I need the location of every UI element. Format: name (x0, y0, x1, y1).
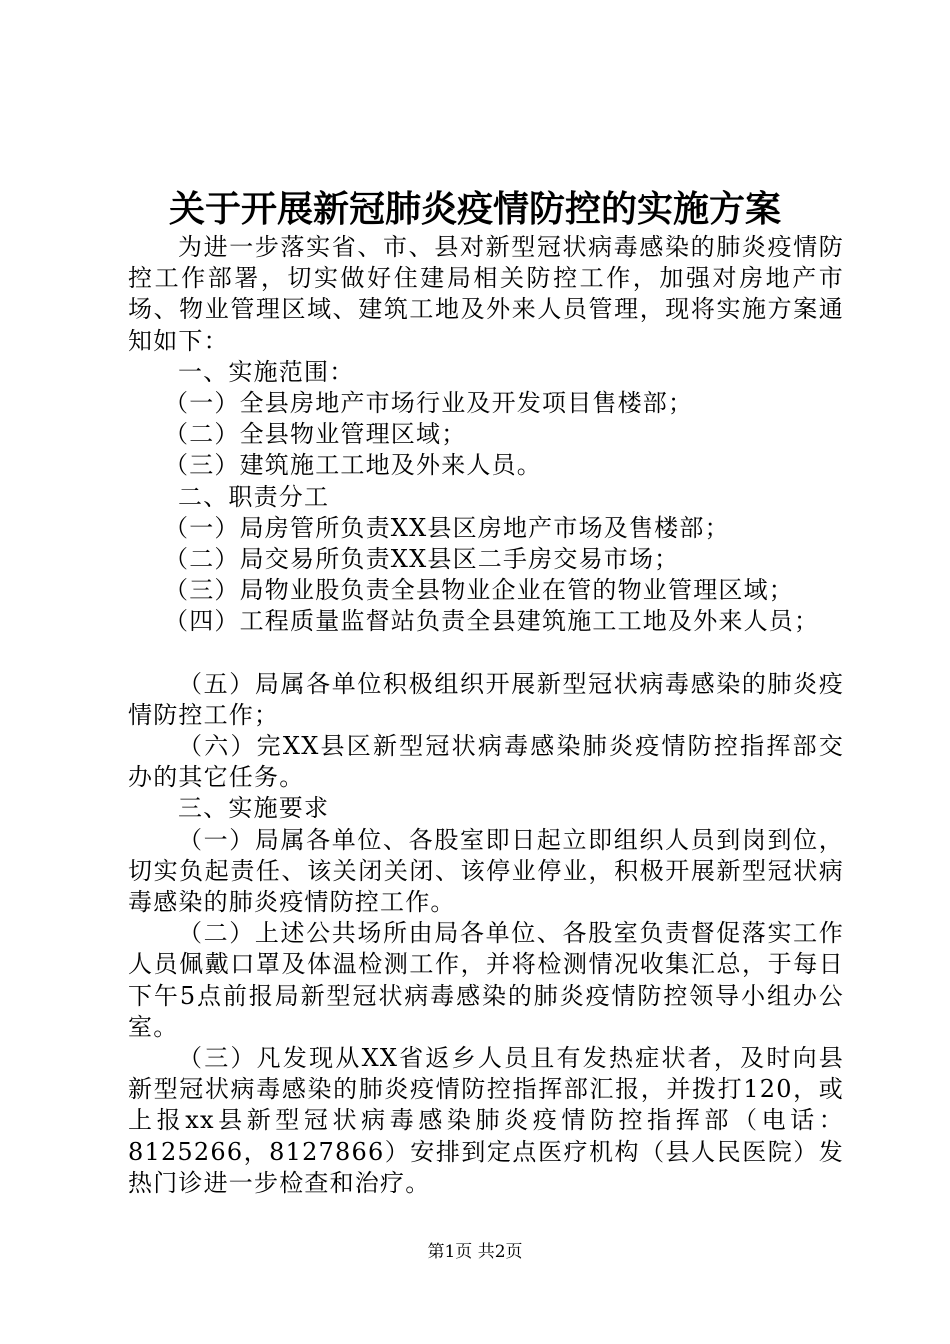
section-1-item-3: （三）建筑施工工地及外来人员。 (164, 451, 542, 480)
section-1-item-1: （一）全县房地产市场行业及开发项目售楼部； (164, 389, 694, 418)
section-3-item-3: （三）凡发现从XX省返乡人员且有发热症状者，及时向县新型冠状病毒感染的肺炎疫情防控指挥部汇报，并拨打120，或上报xx县新型冠状病毒感染肺炎疫情防控指挥部（电话：8125266，8127866）安排到定点医疗机构（县人民医院）发热门诊进一步检查和治疗。 (128, 1044, 844, 1197)
page-footer: 第1页 共2页 (427, 1242, 523, 1262)
document-body (128, 232, 844, 1199)
section-2-item-6: （六）完XX县区新型冠状病毒感染肺炎疫情防控指挥部交办的其它任务。 (128, 732, 844, 792)
section-2-item-4: （四）工程质量监督站负责全县建筑施工工地及外来人员； (164, 607, 820, 636)
intro-paragraph: 为进一步落实省、市、县对新型冠状病毒感染的肺炎疫情防控工作部署，切实做好住建局相关防控工作，加强对房地产市场、物业管理区域、建筑工地及外来人员管理，现将实施方案通知如下： (128, 233, 844, 355)
section-3-item-1: （一）局属各单位、各股室即日起立即组织人员到岗到位，切实负起责任、该关闭关闭、该停业停业，积极开展新型冠状病毒感染的肺炎疫情防控工作。 (128, 825, 844, 917)
section-2-item-2: （二）局交易所负责XX县区二手房交易市场； (164, 545, 680, 574)
section-3-heading: 三、实施要求 (178, 794, 330, 823)
document-title: 关于开展新冠肺炎疫情防控的实施方案 (168, 188, 781, 230)
section-2-item-5: （五）局属各单位积极组织开展新型冠状病毒感染的肺炎疫情防控工作； (128, 669, 844, 729)
section-1-item-2: （二）全县物业管理区域； (164, 420, 467, 449)
section-2-heading: 二、职责分工 (178, 482, 330, 511)
paragraph-gap (128, 638, 844, 669)
section-2-item-3: （三）局物业股负责全县物业企业在管的物业管理区域； (164, 576, 794, 605)
section-2-item-1: （一）局房管所负责XX县区房地产市场及售楼部； (164, 513, 730, 542)
section-3-item-2: （二）上述公共场所由局各单位、各股室负责督促落实工作人员佩戴口罩及体温检测工作，并将检测情况收集汇总，于每日下午5点前报局新型冠状病毒感染的肺炎疫情防控领导小组办公室。 (128, 919, 844, 1041)
section-1-heading: 一、实施范围： (178, 357, 355, 386)
